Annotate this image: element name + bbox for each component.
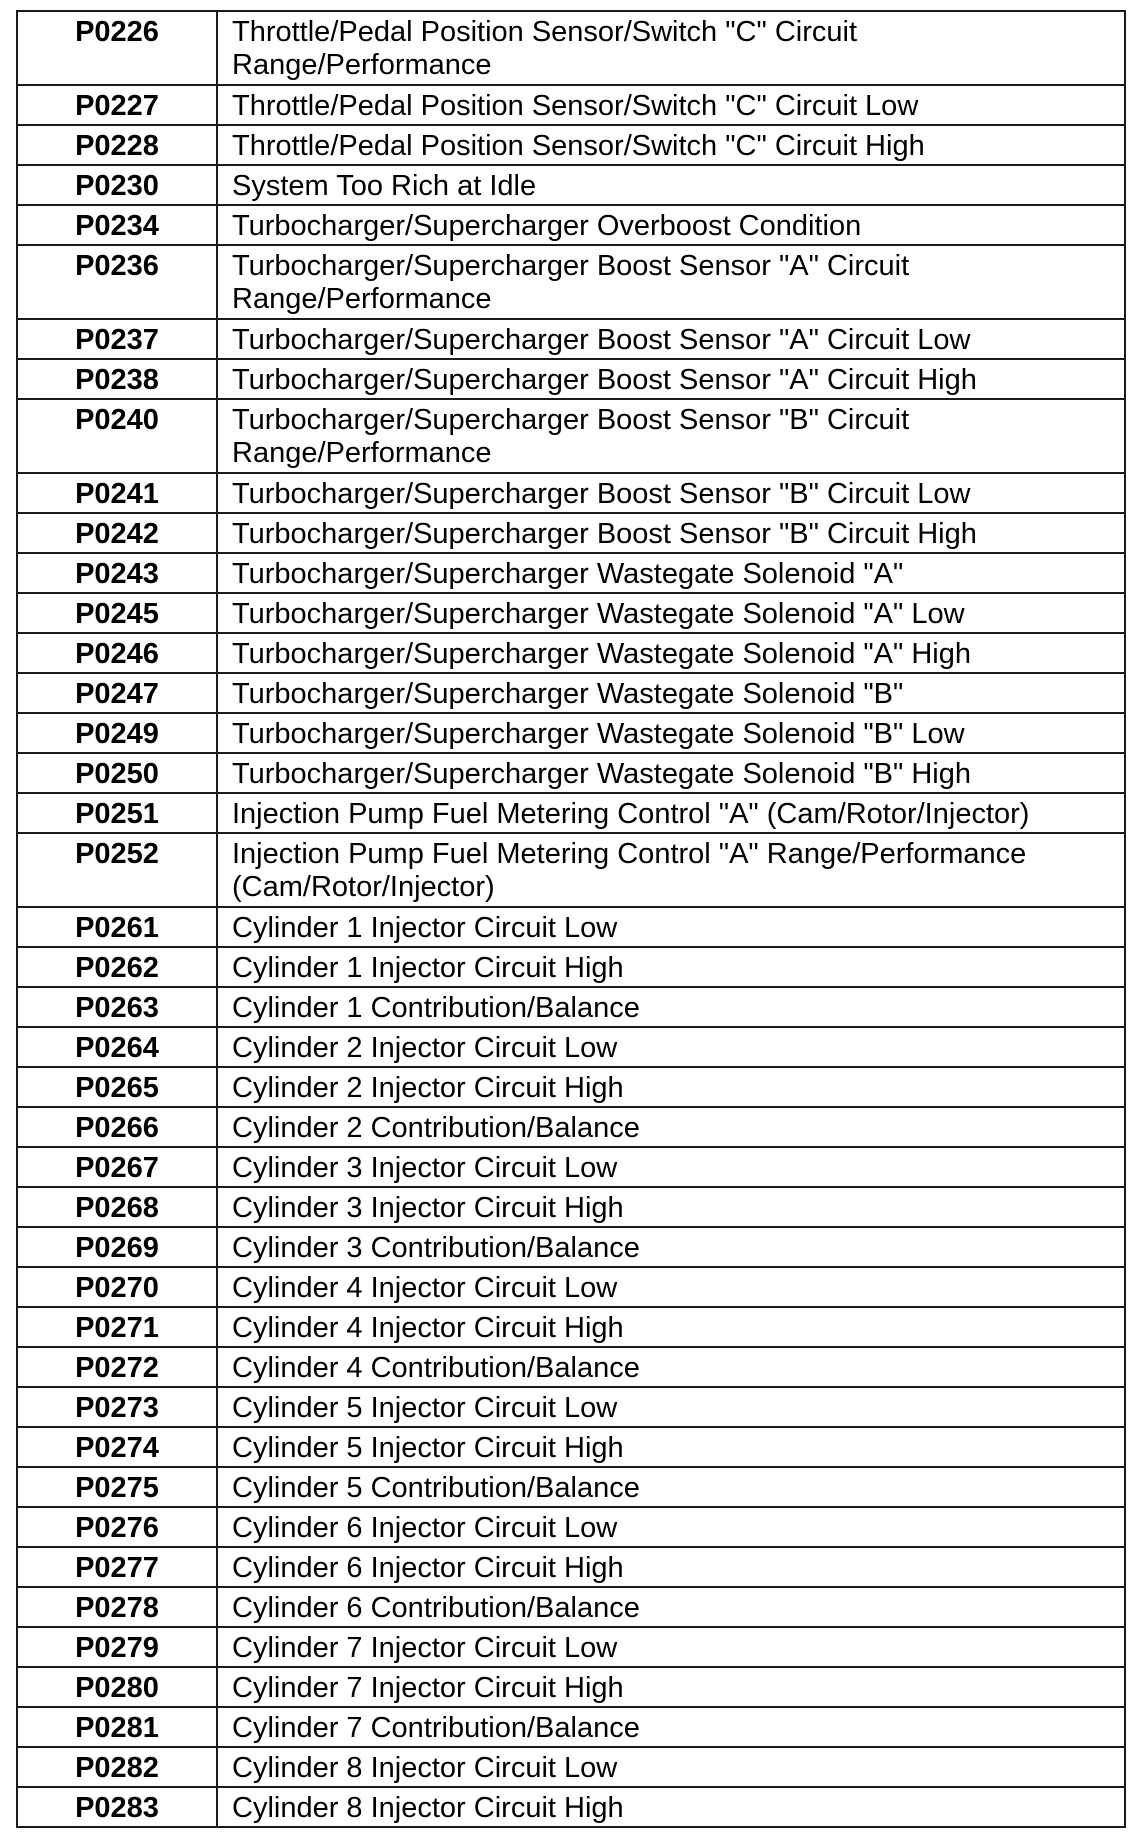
trouble-code-description: Throttle/Pedal Position Sensor/Switch "C" Circuit Low bbox=[217, 85, 1125, 125]
table-row bbox=[17, 165, 1125, 205]
trouble-code-description: Cylinder 7 Contribution/Balance bbox=[217, 1707, 1125, 1747]
trouble-code-description: Cylinder 7 Injector Circuit High bbox=[217, 1667, 1125, 1707]
table-row bbox=[17, 1107, 1125, 1147]
trouble-code: P0247 bbox=[17, 673, 217, 713]
trouble-code-description: Cylinder 7 Injector Circuit Low bbox=[217, 1627, 1125, 1667]
table-row bbox=[17, 1387, 1125, 1427]
trouble-code-description: Cylinder 8 Injector Circuit High bbox=[217, 1787, 1125, 1827]
table-row bbox=[17, 513, 1125, 553]
trouble-code: P0283 bbox=[17, 1787, 217, 1827]
trouble-code-description: Cylinder 2 Injector Circuit Low bbox=[217, 1027, 1125, 1067]
trouble-code: P0282 bbox=[17, 1747, 217, 1787]
trouble-code-description: Turbocharger/Supercharger Boost Sensor "A" Circuit High bbox=[217, 359, 1125, 399]
trouble-code-description: Injection Pump Fuel Metering Control "A" Range/Performance (Cam/Rotor/Injector) bbox=[217, 833, 1125, 907]
trouble-code-description: Injection Pump Fuel Metering Control "A" (Cam/Rotor/Injector) bbox=[217, 793, 1125, 833]
table-row bbox=[17, 753, 1125, 793]
trouble-code-description: Cylinder 5 Contribution/Balance bbox=[217, 1467, 1125, 1507]
table-row bbox=[17, 245, 1125, 319]
table-row bbox=[17, 1547, 1125, 1587]
trouble-code-description: Turbocharger/Supercharger Boost Sensor "A" Circuit Range/Performance bbox=[217, 245, 1125, 319]
table-row bbox=[17, 907, 1125, 947]
trouble-code: P0240 bbox=[17, 399, 217, 473]
table-row bbox=[17, 593, 1125, 633]
table-row bbox=[17, 11, 1125, 85]
trouble-code-description: Cylinder 5 Injector Circuit Low bbox=[217, 1387, 1125, 1427]
trouble-code-description: Cylinder 1 Injector Circuit High bbox=[217, 947, 1125, 987]
trouble-code-description: Turbocharger/Supercharger Wastegate Solenoid "B" bbox=[217, 673, 1125, 713]
trouble-code: P0268 bbox=[17, 1187, 217, 1227]
trouble-code: P0226 bbox=[17, 11, 217, 85]
trouble-code: P0234 bbox=[17, 205, 217, 245]
table-row bbox=[17, 399, 1125, 473]
table-row bbox=[17, 1507, 1125, 1547]
table-row bbox=[17, 633, 1125, 673]
table-row bbox=[17, 359, 1125, 399]
trouble-code: P0273 bbox=[17, 1387, 217, 1427]
trouble-code: P0277 bbox=[17, 1547, 217, 1587]
table-row bbox=[17, 1747, 1125, 1787]
trouble-code-description: Cylinder 3 Injector Circuit High bbox=[217, 1187, 1125, 1227]
table-row bbox=[17, 1067, 1125, 1107]
trouble-code-table bbox=[16, 10, 1126, 1828]
trouble-code: P0278 bbox=[17, 1587, 217, 1627]
trouble-code: P0230 bbox=[17, 165, 217, 205]
trouble-code-description: Cylinder 1 Injector Circuit Low bbox=[217, 907, 1125, 947]
trouble-code-description: Cylinder 6 Injector Circuit High bbox=[217, 1547, 1125, 1587]
trouble-code-description: Cylinder 2 Injector Circuit High bbox=[217, 1067, 1125, 1107]
trouble-code: P0238 bbox=[17, 359, 217, 399]
trouble-code: P0265 bbox=[17, 1067, 217, 1107]
trouble-code-description: Cylinder 6 Injector Circuit Low bbox=[217, 1507, 1125, 1547]
table-row bbox=[17, 1307, 1125, 1347]
table-row bbox=[17, 987, 1125, 1027]
trouble-code: P0281 bbox=[17, 1707, 217, 1747]
trouble-code: P0269 bbox=[17, 1227, 217, 1267]
trouble-code: P0245 bbox=[17, 593, 217, 633]
trouble-code-description: System Too Rich at Idle bbox=[217, 165, 1125, 205]
trouble-code-description: Turbocharger/Supercharger Boost Sensor "B" Circuit Low bbox=[217, 473, 1125, 513]
trouble-code: P0251 bbox=[17, 793, 217, 833]
trouble-code: P0274 bbox=[17, 1427, 217, 1467]
trouble-code-description: Cylinder 6 Contribution/Balance bbox=[217, 1587, 1125, 1627]
trouble-code: P0262 bbox=[17, 947, 217, 987]
trouble-code: P0280 bbox=[17, 1667, 217, 1707]
table-row bbox=[17, 1787, 1125, 1827]
table-row bbox=[17, 947, 1125, 987]
table-row bbox=[17, 1147, 1125, 1187]
trouble-code-description: Cylinder 2 Contribution/Balance bbox=[217, 1107, 1125, 1147]
table-row bbox=[17, 1587, 1125, 1627]
table-row bbox=[17, 1627, 1125, 1667]
table-row bbox=[17, 1267, 1125, 1307]
trouble-code-description: Cylinder 4 Injector Circuit High bbox=[217, 1307, 1125, 1347]
trouble-code: P0227 bbox=[17, 85, 217, 125]
trouble-code-description: Turbocharger/Supercharger Wastegate Solenoid "B" High bbox=[217, 753, 1125, 793]
table-row bbox=[17, 673, 1125, 713]
trouble-code-description: Cylinder 3 Injector Circuit Low bbox=[217, 1147, 1125, 1187]
trouble-code-description: Cylinder 5 Injector Circuit High bbox=[217, 1427, 1125, 1467]
trouble-code: P0237 bbox=[17, 319, 217, 359]
trouble-code: P0243 bbox=[17, 553, 217, 593]
table-row bbox=[17, 473, 1125, 513]
trouble-code-description: Throttle/Pedal Position Sensor/Switch "C" Circuit High bbox=[217, 125, 1125, 165]
table-row bbox=[17, 1467, 1125, 1507]
trouble-code-description: Turbocharger/Supercharger Wastegate Solenoid "A" High bbox=[217, 633, 1125, 673]
trouble-code: P0271 bbox=[17, 1307, 217, 1347]
trouble-code: P0261 bbox=[17, 907, 217, 947]
trouble-code: P0263 bbox=[17, 987, 217, 1027]
trouble-code: P0267 bbox=[17, 1147, 217, 1187]
trouble-code: P0241 bbox=[17, 473, 217, 513]
trouble-code: P0276 bbox=[17, 1507, 217, 1547]
trouble-code: P0242 bbox=[17, 513, 217, 553]
trouble-code: P0266 bbox=[17, 1107, 217, 1147]
table-row bbox=[17, 1667, 1125, 1707]
trouble-code: P0264 bbox=[17, 1027, 217, 1067]
table-row bbox=[17, 1707, 1125, 1747]
trouble-code-description: Turbocharger/Supercharger Boost Sensor "B" Circuit High bbox=[217, 513, 1125, 553]
table-row bbox=[17, 1347, 1125, 1387]
trouble-code: P0249 bbox=[17, 713, 217, 753]
trouble-code-description: Turbocharger/Supercharger Wastegate Solenoid "A" Low bbox=[217, 593, 1125, 633]
trouble-code: P0252 bbox=[17, 833, 217, 907]
trouble-code-description: Turbocharger/Supercharger Wastegate Solenoid "A" bbox=[217, 553, 1125, 593]
trouble-code: P0270 bbox=[17, 1267, 217, 1307]
trouble-code: P0272 bbox=[17, 1347, 217, 1387]
table-row bbox=[17, 1187, 1125, 1227]
table-row bbox=[17, 833, 1125, 907]
trouble-code: P0275 bbox=[17, 1467, 217, 1507]
trouble-code-description: Cylinder 8 Injector Circuit Low bbox=[217, 1747, 1125, 1787]
trouble-code-description: Cylinder 4 Injector Circuit Low bbox=[217, 1267, 1125, 1307]
trouble-code-description: Cylinder 4 Contribution/Balance bbox=[217, 1347, 1125, 1387]
trouble-code-rows bbox=[17, 11, 1125, 1827]
table-row bbox=[17, 713, 1125, 753]
table-row bbox=[17, 1227, 1125, 1267]
trouble-code-description: Turbocharger/Supercharger Overboost Condition bbox=[217, 205, 1125, 245]
table-row bbox=[17, 85, 1125, 125]
table-row bbox=[17, 1027, 1125, 1067]
table-row bbox=[17, 1427, 1125, 1467]
table-row bbox=[17, 553, 1125, 593]
trouble-code: P0228 bbox=[17, 125, 217, 165]
table-row bbox=[17, 125, 1125, 165]
trouble-code-description: Cylinder 3 Contribution/Balance bbox=[217, 1227, 1125, 1267]
table-row bbox=[17, 205, 1125, 245]
trouble-code-description: Turbocharger/Supercharger Boost Sensor "A" Circuit Low bbox=[217, 319, 1125, 359]
trouble-code-description: Turbocharger/Supercharger Wastegate Solenoid "B" Low bbox=[217, 713, 1125, 753]
trouble-code-description: Turbocharger/Supercharger Boost Sensor "B" Circuit Range/Performance bbox=[217, 399, 1125, 473]
trouble-code-description: Cylinder 1 Contribution/Balance bbox=[217, 987, 1125, 1027]
table-row bbox=[17, 319, 1125, 359]
trouble-code: P0236 bbox=[17, 245, 217, 319]
trouble-code-description: Throttle/Pedal Position Sensor/Switch "C" Circuit Range/Performance bbox=[217, 11, 1125, 85]
trouble-code: P0246 bbox=[17, 633, 217, 673]
trouble-code: P0250 bbox=[17, 753, 217, 793]
trouble-code: P0279 bbox=[17, 1627, 217, 1667]
table-row bbox=[17, 793, 1125, 833]
